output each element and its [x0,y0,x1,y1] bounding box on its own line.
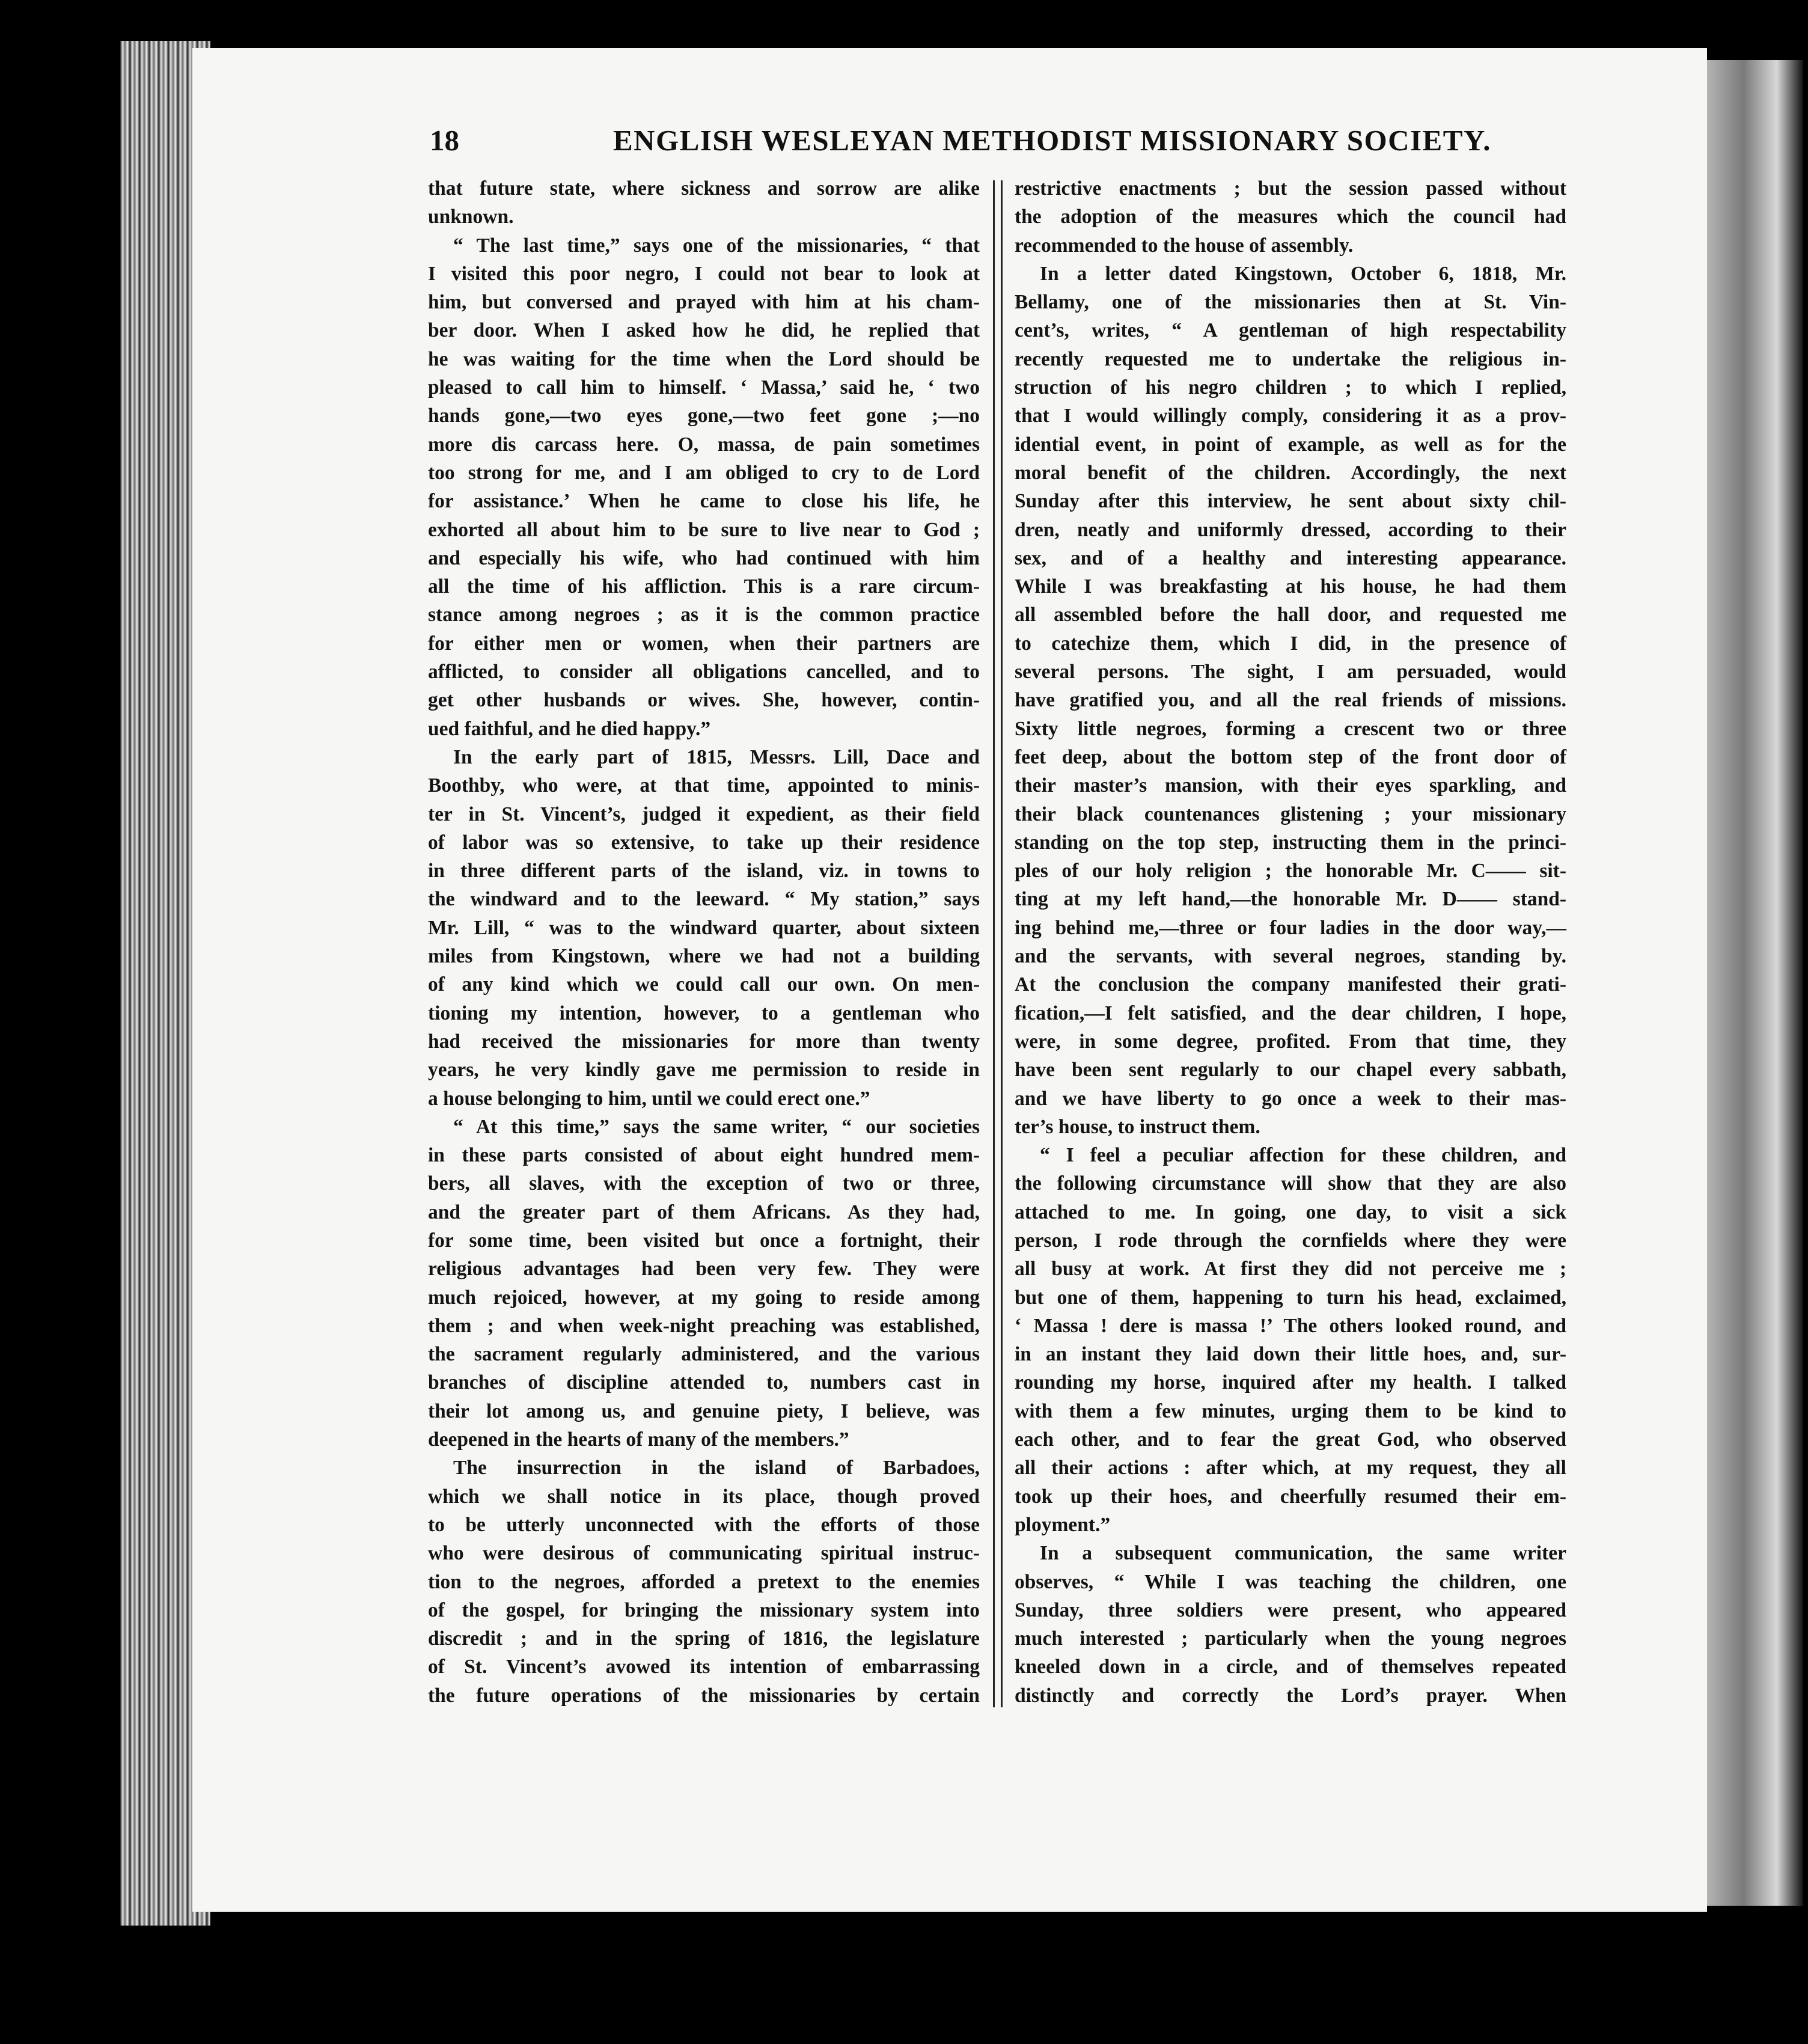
text-line: In a subsequent communication, the same writer [1040,1542,1566,1565]
text-line: ‘ Massa ! dere is massa !’ The others looked round, and [1015,1314,1566,1337]
text-line: sex, and of a healthy and interesting appearance. [1015,546,1566,569]
text-line: for either men or women, when their partners are [428,632,980,655]
text-line: ing behind me,—three or four ladies in the door way,— [1015,916,1566,939]
text-line: in three different parts of the island, viz. in towns to [428,860,980,883]
text-line: attached to me. In going, one day, to visit a sick [1015,1201,1566,1223]
text-line: ployment.” [1015,1513,1111,1536]
text-line: them ; and when week-night preaching was established, [428,1314,980,1337]
running-header [430,123,1572,164]
text-line: “ At this time,” says the same writer, “ our societies [453,1115,980,1138]
text-line: all busy at work. At first they did not perceive me ; [1015,1258,1566,1281]
text-line: person, I rode through the cornfields where they were [1015,1229,1566,1252]
text-line: each other, and to fear the great God, who observed [1015,1428,1566,1451]
text-line: ting at my left hand,—the honorable Mr. D—— stand- [1015,888,1566,911]
text-line: had received the missionaries for more than twenty [428,1030,980,1053]
text-line: The insurrection in the island of Barbadoes, [453,1457,980,1479]
text-line: in these parts consisted of about eight hundred mem- [428,1144,980,1167]
text-line: standing on the top step, instructing them in the princi- [1015,831,1566,854]
text-line: more dis carcass here. O, massa, de pain sometimes [428,433,980,456]
text-line: ued faithful, and he died happy.” [428,717,711,740]
text-line: much interested ; particularly when the young negroes [1015,1627,1566,1650]
text-line: that future state, where sickness and sorrow are alike [428,177,980,200]
text-line: all the time of his affliction. This is a rare circum- [428,575,980,598]
text-line: the sacrament regularly administered, and the various [428,1343,980,1366]
text-line: to be utterly unconnected with the efforts of those [428,1513,980,1536]
text-line: pleased to call him to himself. ‘ Massa,’ said he, ‘ two [428,376,980,399]
text-line: years, he very kindly gave me permission to reside in [428,1059,980,1082]
text-line: “ I feel a peculiar affection for these children, and [1040,1144,1566,1167]
text-line: and the servants, with several negroes, standing by. [1015,945,1566,968]
text-line: have gratified you, and all the real friends of missions. [1015,689,1566,712]
text-line: dren, neatly and uniformly dressed, according to their [1015,518,1566,541]
text-line: Sixty little negroes, forming a crescent two or three [1015,717,1566,740]
text-line: which we shall notice in its place, though proved [428,1485,980,1508]
text-line: and we have liberty to go once a week to their mas- [1015,1087,1566,1110]
text-line: of the gospel, for bringing the missionary system into [428,1599,980,1621]
text-line: their master’s mansion, with their eyes sparkling, and [1015,774,1566,797]
text-line: Sunday after this interview, he sent about sixty chil- [1015,490,1566,513]
text-line: too strong for me, and I am obliged to cry to de Lord [428,461,980,484]
text-line: struction of his negro children ; to which I replied, [1015,376,1566,399]
text-line: unknown. [428,206,514,228]
text-line: Sunday, three soldiers were present, who appeared [1015,1599,1566,1621]
text-line: cent’s, writes, “ A gentleman of high respectability [1015,319,1566,342]
text-line: afflicted, to consider all obligations cancelled, and to [428,661,980,684]
text-line: recommended to the house of assembly. [1015,234,1354,257]
text-line: get other husbands or wives. She, however, contin- [428,689,980,712]
text-line: While I was breakfasting at his house, he had them [1015,575,1566,598]
text-line: have been sent regularly to our chapel every sabbath, [1015,1059,1566,1082]
text-line: their black countenances glistening ; your missionary [1015,803,1566,825]
text-line: kneeled down in a circle, and of themselves repeated [1015,1656,1566,1678]
page-number: 18 [430,124,459,157]
text-line: to catechize them, which I did, in the presence of [1015,632,1566,655]
text-line: but one of them, happening to turn his head, exclaimed, [1015,1286,1566,1309]
text-line: for some time, been visited but once a fortnight, their [428,1229,980,1252]
left-text-column [428,174,980,1834]
text-line: religious advantages had been very few. They were [428,1258,980,1281]
text-line: their lot among us, and genuine piety, I believe, was [428,1400,980,1422]
text-line: In a letter dated Kingstown, October 6, 1818, Mr. [1040,262,1566,285]
text-line: who were desirous of communicating spiritual instruc- [428,1542,980,1565]
text-line: miles from Kingstown, where we had not a building [428,945,980,968]
text-line: all their actions : after which, at my request, they all [1015,1457,1566,1479]
text-line: discredit ; and in the spring of 1816, the legislature [428,1627,980,1650]
text-line: that I would willingly comply, considering it as a prov- [1015,405,1566,427]
text-line: the windward and to the leeward. “ My station,” says [428,888,980,911]
text-line: several persons. The sight, I am persuaded, would [1015,661,1566,684]
text-line: he was waiting for the time when the Lord should be [428,347,980,370]
text-line: At the conclusion the company manifested their grati- [1015,973,1566,996]
text-line: feet deep, about the bottom step of the front door of [1015,745,1566,768]
text-line: were, in some degree, profited. From that time, they [1015,1030,1566,1053]
text-line: and especially his wife, who had continued with him [428,546,980,569]
text-line: much rejoiced, however, at my going to reside among [428,1286,980,1309]
text-line: took up their hoes, and cheerfully resumed their em- [1015,1485,1566,1508]
text-line: the adoption of the measures which the council had [1015,206,1566,228]
text-line: stance among negroes ; as it is the common practice [428,604,980,626]
text-line: him, but conversed and prayed with him at his cham- [428,291,980,314]
text-line: in an instant they laid down their little hoes, and, sur- [1015,1343,1566,1366]
text-line: deepened in the hearts of many of the members.” [428,1428,849,1451]
text-line: In the early part of 1815, Messrs. Lill, Dace and [453,745,980,768]
text-line: fication,—I felt satisfied, and the dear children, I hope, [1015,1002,1566,1024]
running-title: ENGLISH WESLEYAN METHODIST MISSIONARY SOCIETY. [613,124,1492,157]
text-line: all assembled before the hall door, and requested me [1015,604,1566,626]
text-line: ber door. When I asked how he did, he replied that [428,319,980,342]
text-line: idential event, in point of example, as well as for the [1015,433,1566,456]
text-line: and the greater part of them Africans. As they had, [428,1201,980,1223]
text-line: “ The last time,” says one of the missionaries, “ that [453,234,980,257]
text-line: tioning my intention, however, to a gentleman who [428,1002,980,1024]
column-divider-rule [993,180,1003,1707]
text-line: hands gone,—two eyes gone,—two feet gone ;—no [428,405,980,427]
text-line: tion to the negroes, afforded a pretext to the enemies [428,1570,980,1593]
text-line: the future operations of the missionaries by certain [428,1684,980,1707]
text-line: restrictive enactments ; but the session passed without [1015,177,1566,200]
text-line: the following circumstance will show that they are also [1015,1172,1566,1195]
text-line: ter’s house, to instruct them. [1015,1115,1260,1138]
text-line: Boothby, who were, at that time, appointed to minis- [428,774,980,797]
text-line: ples of our holy religion ; the honorable Mr. C—— sit- [1015,860,1566,883]
text-line: distinctly and correctly the Lord’s prayer. When [1015,1684,1566,1707]
text-line: of any kind which we could call our own. On men- [428,973,980,996]
text-line: exhorted all about him to be sure to live near to God ; [428,518,980,541]
text-line: with them a few minutes, urging them to be kind to [1015,1400,1566,1422]
text-line: Bellamy, one of the missionaries then at St. Vin- [1015,291,1566,314]
text-line: of labor was so extensive, to take up their residence [428,831,980,854]
text-line: for assistance.’ When he came to close his life, he [428,490,980,513]
text-line: branches of discipline attended to, numbers cast in [428,1371,980,1394]
text-line: moral benefit of the children. Accordingly, the next [1015,461,1566,484]
right-text-column [1015,174,1566,1834]
text-line: bers, all slaves, with the exception of two or three, [428,1172,980,1195]
text-line: recently requested me to undertake the religious in- [1015,347,1566,370]
text-line: observes, “ While I was teaching the children, one [1015,1570,1566,1593]
text-line: ter in St. Vincent’s, judged it expedient, as their field [428,803,980,825]
text-line: I visited this poor negro, I could not bear to look at [428,262,980,285]
text-line: of St. Vincent’s avowed its intention of embarrassing [428,1656,980,1678]
text-line: Mr. Lill, “ was to the windward quarter, about sixteen [428,916,980,939]
text-line: a house belonging to him, until we could erect one.” [428,1087,870,1110]
text-line: rounding my horse, inquired after my health. I talked [1015,1371,1566,1394]
